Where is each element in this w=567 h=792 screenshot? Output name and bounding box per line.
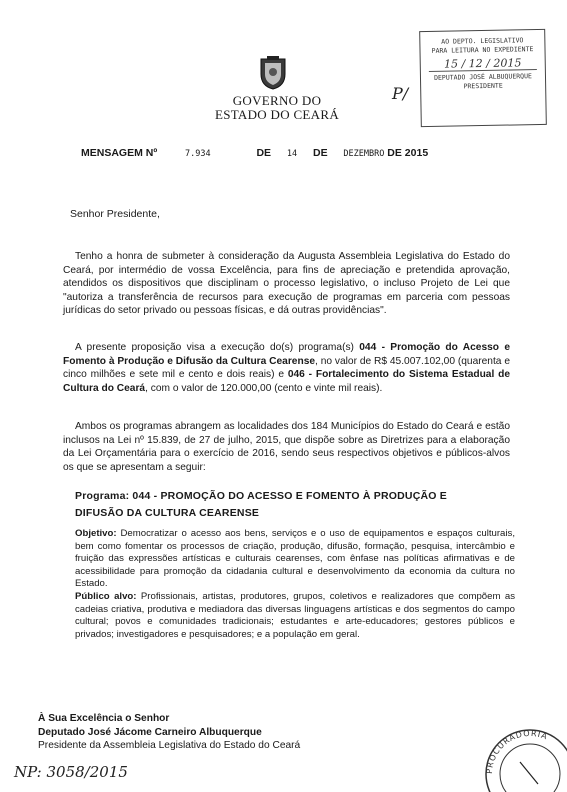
program-audience [75, 591, 515, 641]
stamp-date: 15 / 12 / 2015 [443, 56, 522, 71]
message-month: DEZEMBRO [343, 149, 385, 159]
stamp-signature-1: DEPUTADO JOSÉ ALBUQUERQUE [433, 72, 532, 82]
addressee-line-1: À Sua Excelência o Senhor [38, 713, 170, 724]
program-details [75, 528, 515, 641]
gov-line-1: GOVERNO DO [232, 93, 322, 108]
p2-program-046: 046 - Fortalecimento do Sistema Estadual de Cultura do Ceará [63, 369, 510, 394]
handwritten-np-number: NP: 3058/2015 [14, 763, 128, 781]
paragraph-3: Ambos os programas abrangem as localidades dos 184 Municípios do Estado do Ceará e estão inclusos na Lei nº 15.839, de 27 de julho, 2015, que dispõe sobre as Diretrizes para a elaboração da Lei Orçamentária para o exercício de 2016, sendo seus respectivos objetivos e públicos-alvos os que se apresentam a seguir: [63, 421, 510, 473]
government-header [213, 94, 341, 122]
message-year: DE 2015 [387, 147, 429, 159]
addressee-block [38, 712, 300, 753]
message-de-2: DE [312, 147, 328, 159]
message-line [81, 147, 481, 159]
message-day: 14 [286, 149, 298, 159]
stamp-line-2: PARA LEITURA NO EXPEDIENTE [431, 45, 534, 55]
svg-text:PROCURADORIA [485, 729, 549, 774]
stamp-line-1: AO DEPTO. LEGISLATIVO [441, 36, 524, 46]
stamp-signature-2: PRESIDENTE [463, 81, 503, 91]
paragraph-2 [63, 341, 510, 395]
state-seal-icon [258, 56, 288, 90]
paragraph-1: Tenho a honra de submeter à consideração da Augusta Assembleia Legislativa do Estado do Ceará, por intermédio de vossa Excelência, para fins de apreciação e pretendida aprovação, atendidos os dispositivos que disciplinam o processo legislativo, o incluso Projeto de Lei que "autoriza a transferência de recursos para execução de programas em parceria com pessoas jurídicas do setor privado ou pessoas físicas, e dá outras providências". [63, 251, 510, 317]
audience-label: Público alvo: [75, 590, 137, 602]
program-title-line-2: DIFUSÃO DA CULTURA CEARENSE [75, 507, 260, 519]
objective-text: Democratizar o acesso aos bens, serviços e o uso de equipamentos e espaços culturais, bem como fomentar os processos de criação, produção, difusão, formação, pesquisa, intercâmbio e fruição das expressões artísticas e culturais cearenses, com ênfase nas políticas afirmativas e de acessibilidade para promoção da cidadania cultural e desenvolvimento da economia da cultura no Estado. [75, 528, 515, 590]
program-title-line-1: Programa: 044 - PROMOÇÃO DO ACESSO E FOMENTO À PRODUÇÃO E [75, 490, 447, 502]
p2-text-2: , no valor de R$ 45.007.102,00 (quarenta e cinco milhões e sete mil e cento e dois reais) e [63, 355, 510, 381]
p2-program-044: 044 - Promoção do Acesso e Fomento à Produção e Difusão da Cultura Cearense [63, 342, 510, 367]
p2-text-3: , com o valor de 120.000,00 (cento e vinte mil reais). [145, 382, 383, 394]
protocol-stamp [419, 29, 547, 127]
message-de-1: DE [256, 147, 272, 159]
procuradoria-round-stamp [470, 722, 567, 792]
addressee-line-3: Presidente da Assembleia Legislativa do Estado do Ceará [38, 740, 301, 751]
gov-line-2: ESTADO DO CEARÁ [214, 107, 340, 122]
message-label: MENSAGEM Nº [81, 147, 158, 159]
addressee-line-2: Deputado José Jácome Carneiro Albuquerque [38, 726, 262, 738]
program-objective [75, 528, 515, 591]
audience-text: Profissionais, artistas, produtores, grupos, coletivos e realizadores que compõem as cadeias criativa, produtiva e mediadora das diversas linguagens artísticas e dos segmentos do campo cultural; povos e comunidades tradicionais; estudantes e arte-educadores; gestores públicos e privados; investigadores e pesquisadores; e a população em geral. [75, 590, 515, 640]
p2-text-1: A presente proposição visa a execução do(s) programa(s) [75, 342, 360, 353]
round-stamp-text: PROCURADORIA [484, 728, 550, 775]
handwritten-initials: P/ [392, 84, 409, 103]
objective-label: Objetivo: [75, 528, 117, 539]
salutation: Senhor Presidente, [70, 208, 160, 220]
message-number: 7.934 [185, 149, 211, 159]
program-title [75, 488, 515, 522]
